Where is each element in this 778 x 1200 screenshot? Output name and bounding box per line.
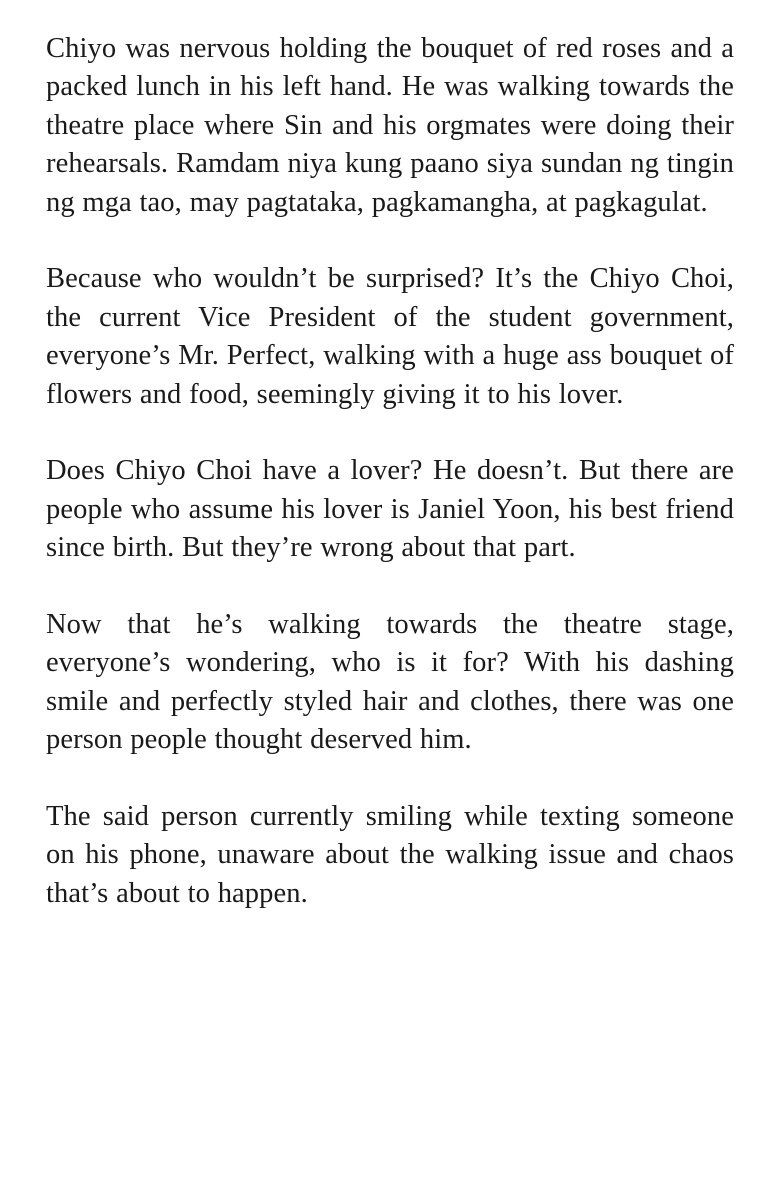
story-paragraph-2: Because who wouldn’t be surprised? It’s the Chiyo Choi, the current Vice President of the student government, everyone’s Mr. Perfect, walking with a huge ass bouquet of flowers and food, seemingly giving it to his lover.	[46, 263, 734, 410]
story-paragraph-5: The said person currently smiling while texting someone on his phone, unaware about the walking issue and chaos that’s about to happen.	[46, 801, 734, 909]
story-paragraph-1: Chiyo was nervous holding the bouquet of red roses and a packed lunch in his left hand. He was walking towards the theatre place where Sin and his orgmates were doing their rehearsals. Ramdam niya kung paano siya sundan ng tingin ng mga tao, may pagtataka, pagkamangha, at pagkagulat.	[46, 33, 734, 218]
story-page	[46, 30, 734, 1180]
story-paragraph-3: Does Chiyo Choi have a lover? He doesn’t. But there are people who assume his lover is Janiel Yoon, his best friend since birth. But they’re wrong about that part.	[46, 455, 734, 564]
story-paragraph-4: Now that he’s walking towards the theatre stage, everyone’s wondering, who is it for? With his dashing smile and perfectly styled hair and clothes, there was one person people thought deserved him.	[46, 609, 734, 756]
